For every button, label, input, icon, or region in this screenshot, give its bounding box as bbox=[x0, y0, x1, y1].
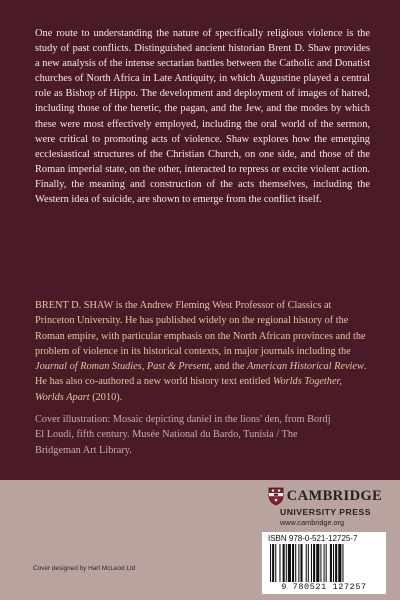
barcode-bar bbox=[270, 544, 271, 582]
designer-credit: Cover designed by Hart McLeod Ltd bbox=[33, 565, 136, 572]
journal-past-present: Past & Present bbox=[146, 361, 210, 373]
barcode-bar bbox=[320, 544, 321, 582]
blurb-text: One route to understanding the nature of specifically religious violence is the study of past conflicts. Distinguished ancient historian Brent D. Shaw provides a new analysis of the intense sectarian battles between the Catholic and Donatist churches of North Africa in Late Antiquity, in which Augustine played a central role as Bishop of Hippo. The development and deployment of images of hatred, including those of the heretic, the pagan, and the Jew, and the modes by which these were most effectively employed, including the oral world of the sermon, were critical to promoting acts of violence. Shaw explores how the emerging ecclesiastical structures of the Christian Church, on one side, and those of the Roman imperial state, on the other, interacted to repress or excite violent action. Finally, the meaning and construction of the acts themselves, including the Western idea of suicide, are shown to emerge from the conflict itself. bbox=[35, 28, 370, 206]
author-bio bbox=[35, 298, 370, 405]
barcode-bar bbox=[300, 544, 302, 582]
barcode-bar bbox=[279, 544, 280, 582]
barcode-bar bbox=[316, 544, 319, 582]
barcode-bar bbox=[311, 544, 312, 582]
crest-icon bbox=[268, 487, 284, 506]
barcode-bar bbox=[326, 544, 327, 582]
barcode-number: 9 780521 127257 bbox=[281, 582, 367, 592]
barcode-bar bbox=[286, 544, 287, 582]
bio-text-3: , and the bbox=[209, 361, 248, 373]
barcode-bar bbox=[275, 544, 276, 582]
barcode-bar bbox=[313, 544, 315, 582]
bio-text-2: , bbox=[141, 361, 147, 373]
author-name: BRENT D. SHAW bbox=[35, 300, 114, 311]
bio-text-5: (2010). bbox=[89, 391, 123, 403]
barcode-bar bbox=[288, 544, 291, 582]
barcode-bar bbox=[342, 544, 343, 582]
barcode-bar bbox=[308, 544, 309, 582]
barcode-bar bbox=[283, 544, 285, 582]
journal-american-historical-review: American Historical Review bbox=[247, 361, 364, 373]
journal-roman-studies: Journal of Roman Studies bbox=[35, 361, 142, 373]
barcode-bars bbox=[270, 544, 378, 582]
barcode-bar bbox=[292, 544, 294, 582]
barcode-bar bbox=[333, 544, 334, 582]
barcode-bar bbox=[298, 544, 299, 582]
bio-text-1: is the Andrew Fleming West Professor of Classics at Princeton University. He has published widely on the regional history of the Roman empire, with particular emphasis on the North African provinces and the problem of violence in its historical contexts, in major journals including the bbox=[35, 300, 366, 357]
barcode-bar bbox=[272, 544, 274, 582]
barcode-bar bbox=[295, 544, 296, 582]
barcode-bar bbox=[338, 544, 341, 582]
publisher-name: CAMBRIDGE bbox=[286, 488, 383, 504]
barcode-bar bbox=[324, 544, 325, 582]
publisher-url: www.cambridge.org bbox=[280, 518, 345, 527]
publisher-subtitle: UNIVERSITY PRESS bbox=[280, 507, 371, 517]
barcode-bar bbox=[335, 544, 337, 582]
barcode-bar bbox=[306, 544, 307, 582]
barcode bbox=[262, 532, 386, 594]
cover-illustration-caption: Cover illustration: Mosaic depicting daniel in the lions' den, from Bordj El Loudi, fifth century. Musée National du Bardo, Tunisia / The Bridgeman Art Library. bbox=[35, 414, 331, 456]
barcode-bar bbox=[330, 544, 332, 582]
publisher-logo bbox=[262, 487, 388, 527]
book-title: Worlds Together, Worlds Apart bbox=[35, 376, 342, 403]
bio-text-4: . He has also co-authored a new world history text entitled bbox=[35, 361, 367, 388]
isbn-text: ISBN 978-0-521-12725-7 bbox=[268, 534, 358, 543]
